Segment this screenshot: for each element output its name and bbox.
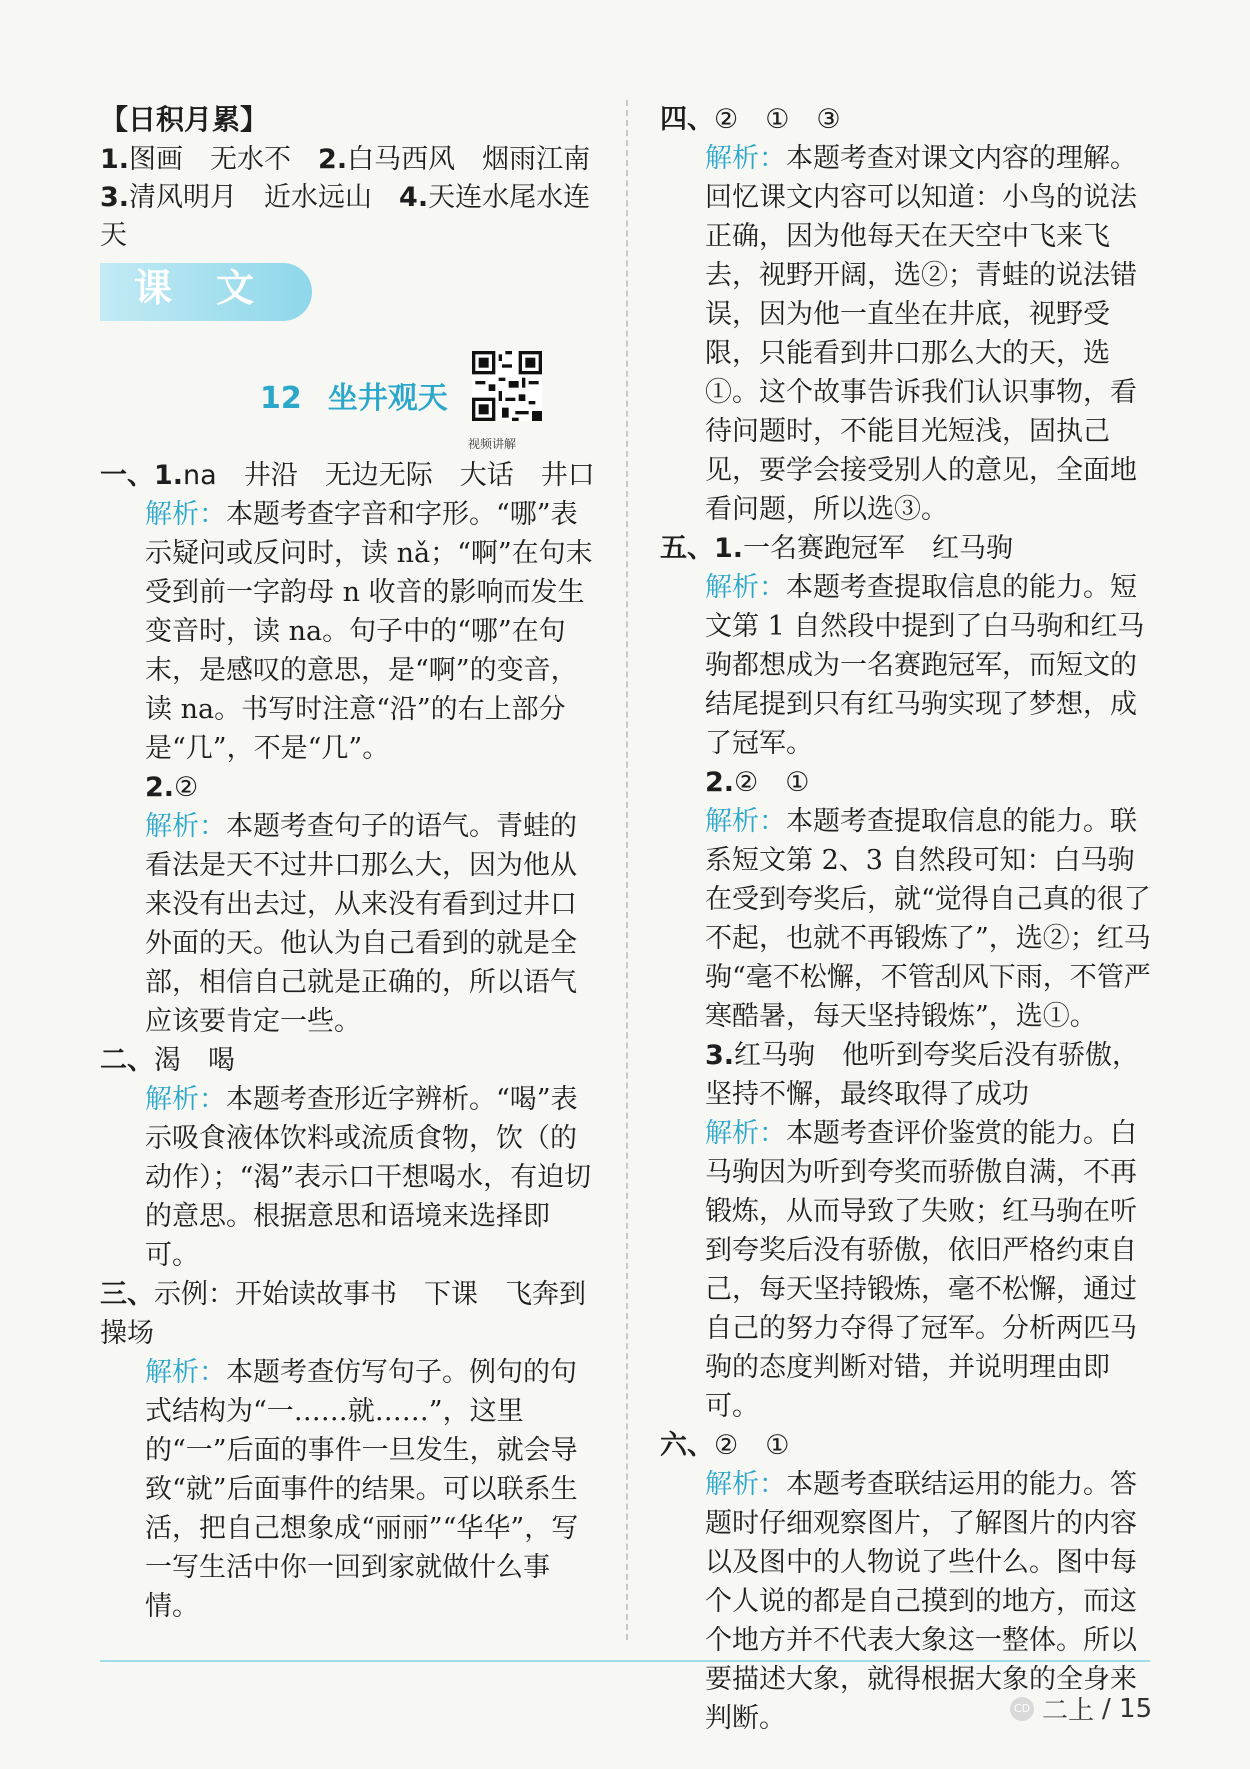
lesson-title: [260, 379, 448, 418]
acc-text: 清风明月 近水远山: [129, 182, 400, 213]
item-number: 2.: [705, 767, 735, 798]
answer-line: [660, 1426, 1160, 1465]
explanation: [100, 1353, 600, 1626]
qr-caption: 视频讲解: [468, 437, 517, 451]
answer-line: [100, 1275, 600, 1353]
answer-text: 示例：开始读故事书 下课 飞奔到操场: [100, 1279, 586, 1349]
grade-label: 二上: [1042, 1696, 1095, 1726]
explanation-label: 解析：: [705, 143, 786, 174]
answer-text: ② ①: [714, 1430, 790, 1461]
acc-num: 1.: [100, 144, 130, 175]
explanation-label: 解析：: [705, 1118, 786, 1149]
explanation: [660, 802, 1160, 1036]
explanation-label: 解析：: [145, 499, 226, 530]
acc-text: 白马西风 烟雨江南: [347, 144, 618, 175]
left-column: [100, 100, 618, 1626]
answer-text: ②: [174, 772, 199, 803]
item-number: 二、: [100, 1045, 154, 1076]
acc-num: 4.: [399, 182, 429, 213]
lesson-name: 坐井观天: [327, 381, 448, 416]
answer-text: ② ① ③: [714, 104, 841, 135]
explanation: [100, 495, 600, 768]
rubric-title: 【日积月累】: [100, 103, 269, 136]
answer-line: [100, 768, 600, 807]
explanation-text: 本题考查评价鉴赏的能力。白马驹因为听到夸奖而骄傲自满，不再锻炼，从而导致了失败；红马驹在听到夸奖后没有骄傲，依旧严格约束自己，每天坚持锻炼，毫不松懈，通过自己的努力夺得了冠军。分析两匹马驹的态度判断对错，并说明理由即可。: [705, 1118, 1137, 1422]
footer-rule: [100, 1660, 1150, 1662]
column-divider: [626, 100, 628, 1640]
explanation-text: 本题考查仿写句子。例句的句式结构为“一……就……”，这里的“一”后面的事件一旦发生，就会导致“就”后面事件的结果。可以联系生活，把自己想象成“丽丽”“华华”，写一写生活中你一回到家就做什么事情。: [145, 1357, 579, 1622]
explanation-label: 解析：: [705, 806, 786, 837]
answer-text: ② ①: [734, 767, 810, 798]
explanation-text: 本题考查联结运用的能力。答题时仔细观察图片，了解图片的内容以及图中的人物说了些什么。图中每个人说的都是自己摸到的地方，而这个地方并不代表大象这一整体。所以要描述大象，就得根据大象的全身来判断。: [705, 1469, 1137, 1734]
answer-text: na 井沿 无边无际 大话 井口: [183, 460, 595, 491]
explanation-text: 本题考查形近字辨析。“喝”表示吸食液体饮料或流质食物，饮（的动作）；“渴”表示口干想喝水，有迫切的意思。根据意思和语境来选择即可。: [145, 1084, 592, 1271]
answer-text: 红马驹 他听到夸奖后没有骄傲，坚持不懈，最终取得了成功: [705, 1040, 1140, 1110]
item-number: 四、: [660, 104, 714, 135]
answer-line: [660, 763, 1160, 802]
answer-line: [660, 529, 1160, 568]
item-number: 五、1.: [660, 533, 744, 564]
explanation-label: 解析：: [705, 1469, 786, 1500]
answer-line: [660, 100, 1160, 139]
page-number: / 15: [1102, 1693, 1153, 1724]
section-banner: [100, 263, 312, 321]
explanation-label: 解析：: [145, 1084, 226, 1115]
lesson-header: [100, 351, 600, 451]
acc-num: 2.: [318, 144, 348, 175]
answer-line: [100, 456, 600, 495]
acc-text: 天连水尾水连天: [100, 182, 591, 251]
explanation: [660, 1114, 1160, 1426]
lesson-number: 12: [260, 381, 302, 416]
answer-text: 一名赛跑冠军 红马驹: [743, 533, 1014, 564]
page-footer: [1010, 1690, 1152, 1727]
explanation: [100, 1080, 600, 1275]
answer-line: [100, 1041, 600, 1080]
explanation-text: 本题考查句子的语气。青蛙的看法是天不过井口那么大，因为他从来没有出去过，从来没有看到过井口外面的天。他认为自己看到的就是全部，相信自己就是正确的，所以语气应该要肯定一些。: [145, 811, 577, 1037]
accumulation-answers: [100, 141, 618, 255]
item-number: 3.: [705, 1040, 735, 1071]
item-number: 三、: [100, 1279, 154, 1310]
answer-line: [660, 1036, 1160, 1114]
explanation-text: 本题考查对课文内容的理解。回忆课文内容可以知道：小鸟的说法正确，因为他每天在天空中飞来飞去，视野开阔，选②；青蛙的说法错误，因为他一直坐在井底，视野受限，只能看到井口那么大的天，选①。这个故事告诉我们认识事物，看待问题时，不能目光短浅，固执己见，要学会接受别人的意见，全面地看问题，所以选③。: [705, 143, 1137, 525]
acc-num: 3.: [100, 182, 130, 213]
explanation-label: 解析：: [705, 572, 786, 603]
explanation-text: 本题考查提取信息的能力。短文第 1 自然段中提到了白马驹和红马驹都想成为一名赛跑冠军，而短文的结尾提到只有红马驹实现了梦想，成了冠军。: [705, 572, 1145, 759]
brand-badge-icon: CD: [1010, 1697, 1034, 1721]
explanation-text: 本题考查提取信息的能力。联系短文第 2、3 自然段可知：白马驹在受到夸奖后，就“觉得自己真的很了不起，也就不再锻炼了”，选②；红马驹“毫不松懈，不管刮风下雨，不管严寒酷暑，每天坚持锻炼”，选①。: [705, 806, 1151, 1032]
item-number: 六、: [660, 1430, 714, 1461]
explanation: [100, 807, 600, 1041]
answer-text: 渴 喝: [154, 1045, 235, 1076]
right-column: [660, 100, 1160, 1738]
item-number: 一、1.: [100, 460, 184, 491]
section-banner-text: 课文: [134, 266, 299, 310]
explanation-label: 解析：: [145, 811, 226, 842]
item-number: 2.: [145, 772, 175, 803]
qr-code-icon[interactable]: [472, 351, 542, 421]
acc-text: 图画 无水不: [129, 144, 319, 175]
explanation: [660, 139, 1160, 529]
explanation-text: 本题考查字音和字形。“哪”表示疑问或反问时，读 nǎ；“啊”在句末受到前一字韵母 n 收音的影响而发生变音时，读 na。句子中的“哪”在句末，是感叹的意思，是“啊”的变音，读 na。书写时注意“沿”的右上部分是“几”，不是“几”。: [145, 499, 593, 764]
explanation: [660, 568, 1160, 763]
explanation-label: 解析：: [145, 1357, 226, 1388]
